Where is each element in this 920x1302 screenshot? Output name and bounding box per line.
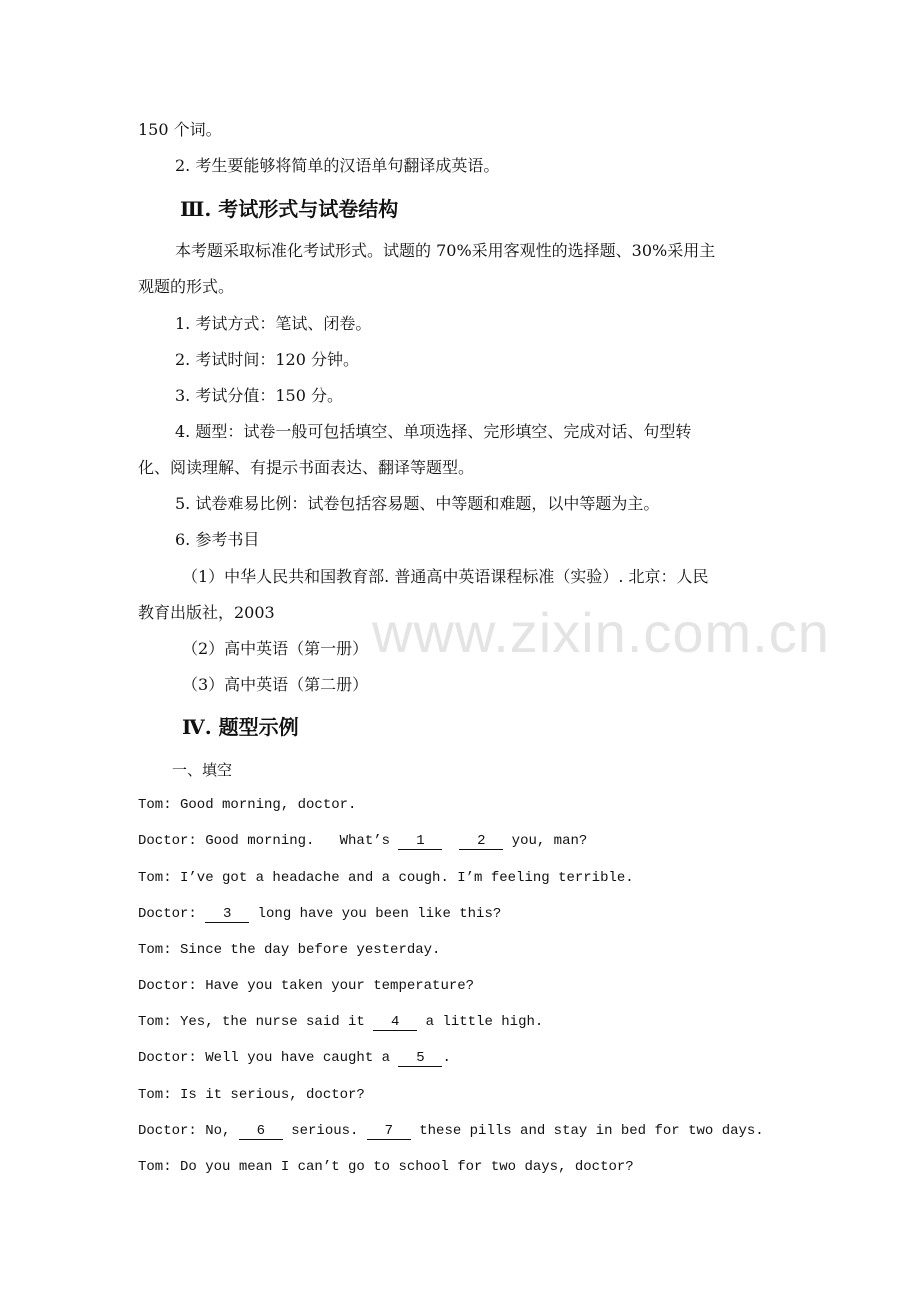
list-item: 2. 考试时间：120 分钟。 <box>175 350 359 369</box>
section-heading-iii: Ⅲ. 考试形式与试卷结构 <box>180 197 399 221</box>
paragraph-text: 150 个词。 <box>138 120 222 139</box>
dialogue-line <box>138 1048 451 1068</box>
dialogue-text: serious. <box>282 1123 367 1139</box>
blank-6: 6 <box>239 1123 283 1140</box>
dialogue-line <box>138 1121 764 1141</box>
blank-2: 2 <box>459 833 503 850</box>
dialogue-text: these pills and stay in bed for two days. <box>410 1123 764 1139</box>
section-heading-iv: Ⅳ. 题型示例 <box>182 715 299 739</box>
list-item: 1. 考试方式：笔试、闭卷。 <box>175 314 372 333</box>
reference-item: （1）中华人民共和国教育部. 普通高中英语课程标准（实验）. 北京：人民 <box>182 567 709 586</box>
dialogue-line <box>138 831 587 851</box>
dialogue-text: Tom: Yes, the nurse said it <box>138 1014 374 1030</box>
dialogue-line: Doctor: Have you taken your temperature? <box>138 978 475 994</box>
paragraph-text: 教育出版社，2003 <box>138 603 275 622</box>
dialogue-text: Doctor: Well you have caught a <box>138 1050 399 1066</box>
dialogue-line: Tom: Do you mean I can’t go to school for two days, doctor? <box>138 1159 634 1175</box>
dialogue-text: Doctor: No, <box>138 1123 239 1139</box>
dialogue-text: Doctor: Good morning. What’s <box>138 833 399 849</box>
blank-5: 5 <box>398 1050 442 1067</box>
dialogue-text: Doctor: <box>138 906 206 922</box>
paragraph-text: 化、阅读理解、有提示书面表达、翻译等题型。 <box>138 458 475 477</box>
subsection-title: 一、填空 <box>172 761 233 779</box>
list-item: 2. 考生要能够将简单的汉语单句翻译成英语。 <box>175 156 500 175</box>
list-item: 4. 题型：试卷一般可包括填空、单项选择、完形填空、完成对话、句型转 <box>175 422 692 441</box>
reference-item: （3）高中英语（第二册） <box>182 675 369 694</box>
dialogue-text: a little high. <box>417 1014 544 1030</box>
dialogue-line: Tom: Since the day before yesterday. <box>138 942 441 958</box>
dialogue-line: Tom: I’ve got a headache and a cough. I’m feeling terrible. <box>138 870 634 886</box>
dialogue-line <box>138 904 501 924</box>
dialogue-line <box>138 1012 543 1032</box>
blank-3: 3 <box>205 906 249 923</box>
dialogue-text: . <box>442 1050 451 1066</box>
blank-7: 7 <box>367 1123 411 1140</box>
list-item: 6. 参考书目 <box>175 530 260 549</box>
paragraph-text: 本考题采取标准化考试形式。试题的 70%采用客观性的选择题、30%采用主 <box>175 241 716 260</box>
list-item: 3. 考试分值：150 分。 <box>175 386 343 405</box>
dialogue-line: Tom: Is it serious, doctor? <box>138 1087 365 1103</box>
blank-4: 4 <box>373 1014 417 1031</box>
dialogue-line: Tom: Good morning, doctor. <box>138 797 357 813</box>
reference-item: （2）高中英语（第一册） <box>182 639 369 658</box>
paragraph-text: 观题的形式。 <box>138 277 235 296</box>
list-item: 5. 试卷难易比例：试卷包括容易题、中等题和难题，以中等题为主。 <box>175 494 660 513</box>
dialogue-text: you, man? <box>503 833 588 849</box>
watermark: www.zixin.com.cn <box>372 601 830 664</box>
dialogue-text: long have you been like this? <box>249 906 502 922</box>
blank-1: 1 <box>398 833 442 850</box>
